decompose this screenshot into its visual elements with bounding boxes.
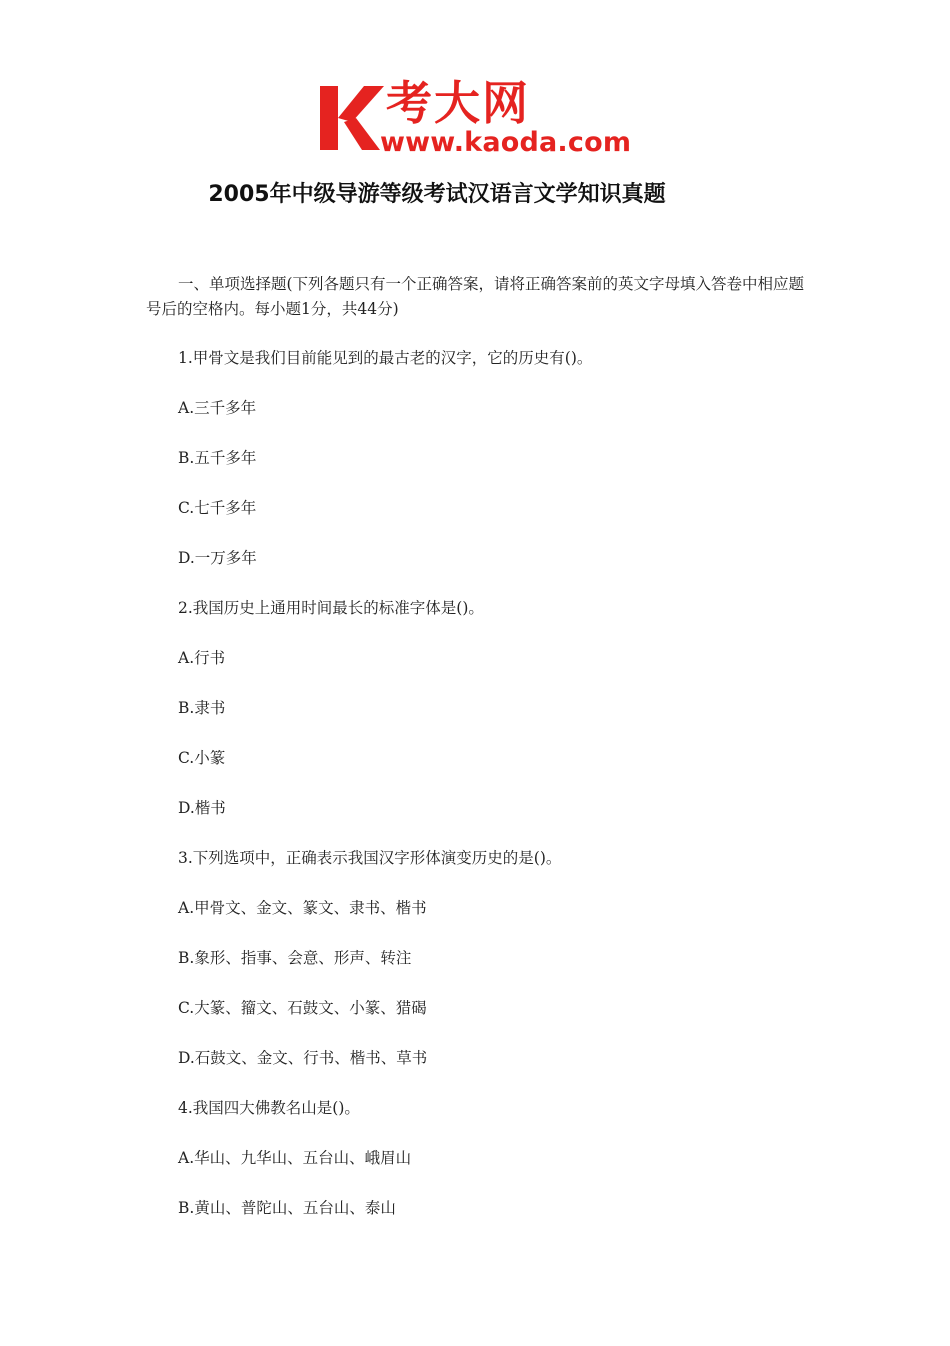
- option-4b: B.黄山、普陀山、五台山、泰山: [178, 1199, 396, 1217]
- option-2c: C.小篆: [178, 749, 226, 767]
- option-3d: D.石鼓文、金文、行书、楷书、草书: [178, 1049, 428, 1067]
- option-2b: B.隶书: [178, 699, 226, 717]
- question-2: 2.我国历史上通用时间最长的标准字体是()。: [178, 599, 484, 617]
- page-title-text: 2005年中级导游等级考试汉语言文学知识真题: [208, 182, 666, 207]
- option-3b: B.象形、指事、会意、形声、转注: [178, 949, 412, 967]
- option-1d: D.一万多年: [178, 549, 257, 567]
- kaoda-logo[interactable]: [318, 78, 640, 160]
- option-1c: C.七千多年: [178, 499, 257, 517]
- option-3a: A.甲骨文、金文、篆文、隶书、楷书: [178, 899, 427, 917]
- question-1: 1.甲骨文是我们目前能见到的最古老的汉字，它的历史有()。: [178, 349, 593, 367]
- option-1a: A.三千多年: [178, 399, 257, 417]
- option-3c: C.大篆、籀文、石鼓文、小篆、猎碣: [178, 999, 427, 1017]
- k-logo-icon: [318, 78, 388, 160]
- option-4a: A.华山、九华山、五台山、峨眉山: [178, 1149, 412, 1167]
- option-2a: A.行书: [178, 649, 226, 667]
- section-intro: 一、单项选择题(下列各题只有一个正确答案，请将正确答案前的英文字母填入答卷中相应题号后的空格内。每小题1分，共44分): [146, 275, 805, 318]
- option-2d: D.楷书: [178, 799, 226, 817]
- option-1b: B.五千多年: [178, 449, 257, 467]
- logo-url-text: www.kaoda.com: [380, 127, 632, 158]
- question-3: 3.下列选项中，正确表示我国汉字形体演变历史的是()。: [178, 849, 562, 867]
- page-title: [0, 180, 950, 210]
- question-4: 4.我国四大佛教名山是()。: [178, 1099, 360, 1117]
- logo-brand-text: 考大网: [386, 76, 530, 130]
